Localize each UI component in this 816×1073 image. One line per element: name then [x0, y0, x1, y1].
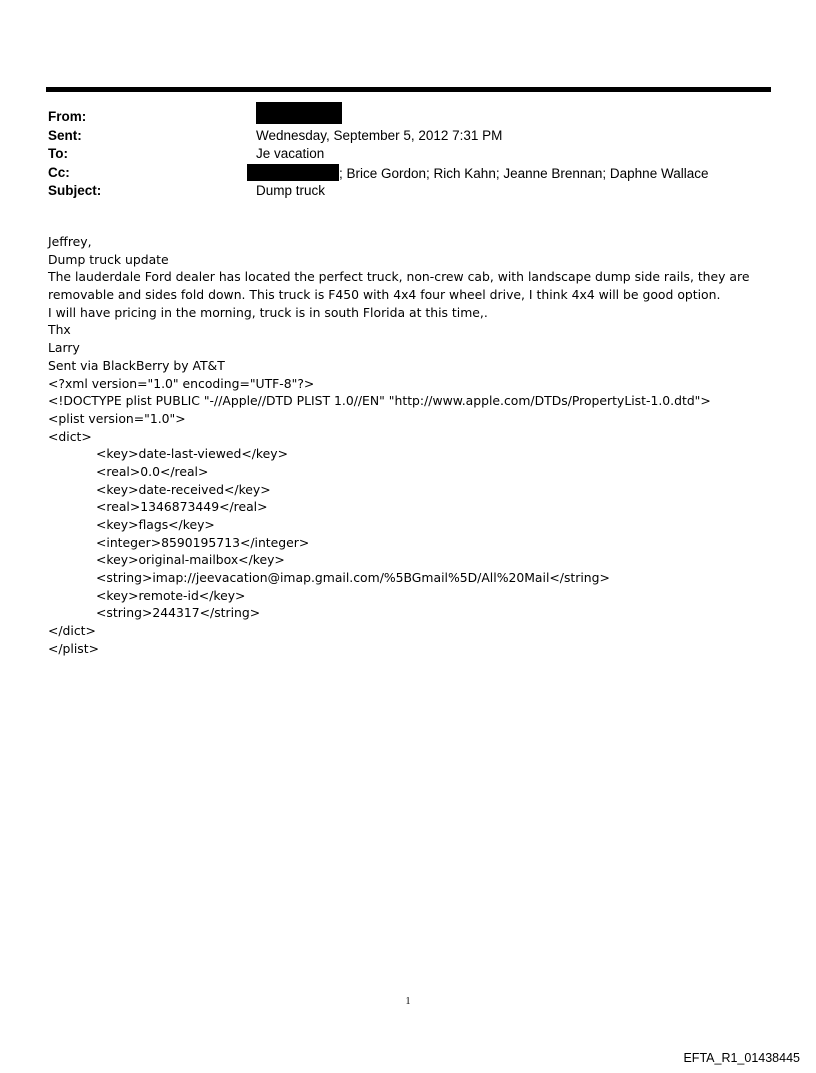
plist-line: <key>date-last-viewed</key>	[96, 446, 288, 462]
cc-value	[256, 164, 708, 184]
cc-recipients: ; Brice Gordon; Rich Kahn; Jeanne Brennan; Daphne Wallace	[339, 165, 709, 181]
cc-label: Cc:	[48, 164, 70, 180]
document-id: EFTA_R1_01438445	[683, 1051, 800, 1065]
to-label: To:	[48, 146, 68, 161]
body-line: Dump truck update	[48, 251, 169, 267]
sent-label: Sent:	[48, 127, 82, 143]
plist-line: </plist>	[48, 640, 100, 656]
email-header	[48, 108, 768, 201]
body-line: Thx	[48, 322, 71, 338]
plist-line: <real>1346873449</real>	[96, 499, 268, 515]
plist-line: <integer>8590195713</integer>	[96, 534, 310, 550]
body-line: Jeffrey,	[48, 234, 92, 249]
subject-row	[48, 182, 768, 201]
to-row	[48, 145, 768, 164]
header-rule	[46, 87, 771, 92]
body-line: Larry	[48, 340, 80, 356]
to-value: Je vacation	[256, 146, 325, 161]
from-row	[48, 108, 768, 127]
subject-value: Dump truck	[256, 183, 326, 198]
from-label: From:	[48, 109, 87, 124]
sent-row	[48, 127, 768, 146]
from-value	[256, 108, 342, 127]
redaction-block	[247, 164, 339, 181]
redaction-block	[256, 102, 342, 124]
page-number: 1	[405, 996, 411, 1007]
body-line: removable and sides fold down. This truck is F450 with 4x4 four wheel drive, I think 4x4 will be good option.	[48, 287, 721, 303]
plist-line: <key>date-received</key>	[96, 481, 271, 497]
plist-line: <key>flags</key>	[96, 517, 215, 532]
plist-line: <string>244317</string>	[96, 605, 261, 621]
plist-line: <!DOCTYPE plist PUBLIC "-//Apple//DTD PLIST 1.0//EN" "http://www.apple.com/DTDs/PropertyList-1.0.dtd">	[48, 393, 711, 409]
plist-line: <real>0.0</real>	[96, 463, 209, 479]
cc-row	[48, 164, 768, 183]
sent-value: Wednesday, September 5, 2012 7:31 PM	[256, 127, 503, 143]
body-line: I will have pricing in the morning, truck is in south Florida at this time,.	[48, 304, 488, 320]
plist-line: <dict>	[48, 428, 92, 444]
plist-line: <plist version="1.0">	[48, 410, 186, 426]
body-line: Sent via BlackBerry by AT&T	[48, 357, 225, 373]
plist-line: <key>remote-id</key>	[96, 587, 246, 603]
subject-label: Subject:	[48, 183, 102, 198]
plist-line: <string>imap://jeevacation@imap.gmail.com/%5BGmail%5D/All%20Mail</string>	[96, 570, 610, 586]
body-line: The lauderdale Ford dealer has located the perfect truck, non-crew cab, with landscape dump side rails, they are	[48, 269, 750, 285]
email-body	[48, 233, 778, 658]
plist-line: <?xml version="1.0" encoding="UTF-8"?>	[48, 375, 315, 391]
plist-line: </dict>	[48, 623, 96, 639]
plist-line: <key>original-mailbox</key>	[96, 552, 285, 568]
